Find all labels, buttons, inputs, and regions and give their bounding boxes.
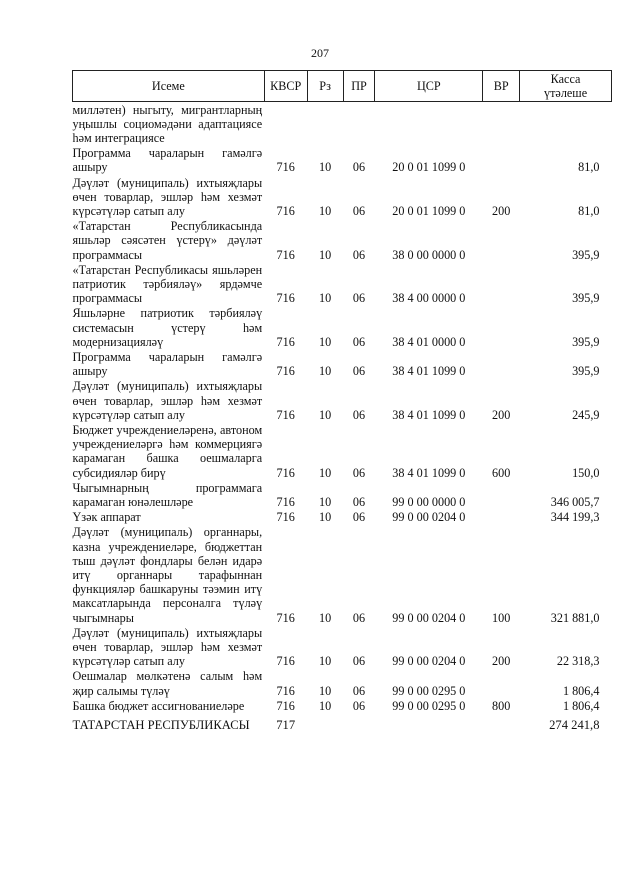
cell-rz: 10: [319, 510, 332, 525]
table-row: [73, 219, 612, 263]
cell-kassa: 1 806,4: [562, 683, 600, 698]
cell-vr: [483, 349, 520, 378]
cell-name: Оешмалар мөлкәтенә салым һәм җир салымы түләү: [72, 669, 263, 698]
cell-kassa: 395,9: [572, 291, 600, 306]
cell-name: Дәүләт (муниципаль) органнары, казна учреждениеләре, бюджеттан тыш дәүләт фондлары белән идарә итү органнары тарафыннан функцияләр башкаруны тәэмин итү максатларында персоналга түләү чыгымнары: [72, 525, 263, 625]
cell-rz: 10: [319, 203, 332, 218]
table-row: [73, 669, 612, 698]
table-row: [73, 422, 612, 480]
cell-rz: 10: [319, 407, 332, 422]
cell-kassa: 344 199,3: [550, 510, 600, 525]
cell-pr: 06: [352, 465, 366, 480]
cell-rz: 10: [319, 683, 332, 698]
cell-vr: [483, 262, 520, 306]
cell-name: Үзәк аппарат: [72, 510, 141, 525]
cell-rz: 10: [319, 334, 332, 349]
cell-kassa: 81,0: [578, 203, 600, 218]
cell-csr: 38 4 00 0000 0: [392, 291, 466, 306]
cell-pr: 06: [352, 247, 366, 262]
cell-csr: 99 0 00 0295 0: [392, 683, 466, 698]
cell-vr: [483, 306, 520, 350]
cell-vr: [483, 102, 520, 146]
cell-kassa: 395,9: [572, 334, 600, 349]
cell-vr: 600: [492, 465, 511, 480]
cell-vr: 200: [492, 203, 511, 218]
table-header: [73, 71, 612, 102]
cell-vr: [483, 669, 520, 698]
cell-pr: 06: [352, 160, 366, 175]
total-empty-cell: [343, 714, 375, 732]
cell-pr: 06: [352, 610, 366, 625]
cell-vr: 800: [492, 698, 511, 713]
cell-kbsr: 716: [276, 610, 295, 625]
table-row: [73, 525, 612, 625]
cell-kassa: 245,9: [572, 407, 600, 422]
cell-rz: 10: [319, 247, 332, 262]
total-row: [73, 714, 612, 732]
cell-name: Программа чараларын гамәлгә ашыру: [72, 349, 263, 379]
cell-kbsr: 716: [276, 407, 295, 422]
cell-name: Чыгымнарның программага карамаган юнәлешләре: [72, 480, 263, 509]
cell-csr: [375, 102, 483, 146]
cell-name: Бюджет учреждениеләренә, автоном учреждениеләргә һәм коммерциягә карамаган башка оешмаларга субсидияләр бирү: [72, 422, 263, 480]
cell-rz: 10: [319, 160, 332, 175]
table-row: [73, 480, 612, 509]
cell-kbsr: 716: [276, 494, 295, 509]
cell-csr: 38 4 01 1099 0: [392, 364, 466, 379]
cell-kbsr: 716: [276, 247, 295, 262]
cell-kbsr: 716: [276, 683, 295, 698]
total-kassa: 274 241,8: [549, 717, 600, 732]
header-csr: ЦСР: [375, 71, 483, 102]
cell-kbsr: 716: [276, 203, 295, 218]
cell-vr: [483, 480, 520, 509]
cell-kassa: 321 881,0: [550, 610, 600, 625]
cell-rz: [307, 102, 343, 146]
total-empty-cell: [307, 714, 343, 732]
cell-pr: [343, 102, 375, 146]
cell-kbsr: 716: [276, 334, 295, 349]
cell-kbsr: 716: [276, 698, 295, 713]
cell-csr: 20 0 01 1099 0: [392, 203, 466, 218]
table-row: [73, 262, 612, 306]
cell-pr: 06: [352, 510, 366, 525]
cell-name: «Татарстан Республикасында яшьләр сәясәтен үстерү» дәүләт программасы: [72, 219, 263, 262]
cell-kbsr: 716: [276, 465, 295, 480]
cell-vr: 200: [492, 407, 511, 422]
header-kassa-line2: үтәлеше: [543, 86, 588, 100]
table-row: [73, 175, 612, 219]
cell-pr: 06: [352, 683, 366, 698]
cell-pr: 06: [352, 407, 366, 422]
cell-pr: 06: [352, 334, 366, 349]
header-kbsr: КВСР: [264, 71, 307, 102]
cell-rz: 10: [319, 364, 332, 379]
cell-kassa: 81,0: [578, 160, 600, 175]
cell-name: «Татарстан Республикасы яшьләрен патриотик тәрбияләү» ярдәмче программасы: [72, 262, 263, 306]
cell-name: Дәүләт (муниципаль) ихтыяҗлары өчен товарлар, эшләр һәм хезмәт күрсәтүләр сатып алу: [72, 379, 263, 422]
cell-kassa: 1 806,4: [562, 698, 600, 713]
cell-pr: 06: [352, 494, 366, 509]
cell-rz: 10: [319, 654, 332, 669]
table-row: [73, 102, 612, 146]
table-body: [73, 102, 612, 732]
header-name: Исеме: [73, 71, 265, 102]
cell-kbsr: [264, 102, 307, 146]
total-kbsr: 717: [276, 717, 296, 732]
cell-vr: [483, 510, 520, 525]
cell-pr: 06: [352, 698, 366, 713]
table-row: [73, 698, 612, 713]
cell-csr: 99 0 00 0204 0: [392, 654, 466, 669]
cell-name: Яшьләрне патриотик тәрбияләү системасын үстерү һәм модернизацияләү: [72, 306, 263, 349]
cell-rz: 10: [319, 610, 332, 625]
cell-name: Дәүләт (муниципаль) ихтыяҗлары өчен товарлар, эшләр һәм хезмәт күрсәтүләр сатып алу: [72, 625, 263, 669]
cell-csr: 20 0 01 1099 0: [392, 160, 466, 175]
cell-pr: 06: [352, 203, 366, 218]
cell-kbsr: 716: [276, 364, 295, 379]
cell-csr: 99 0 00 0204 0: [392, 510, 466, 525]
cell-name: Программа чараларын гамәлгә ашыру: [72, 146, 263, 175]
cell-kassa: 22 318,3: [556, 654, 600, 669]
table-row: [73, 306, 612, 350]
table-row: [73, 510, 612, 525]
cell-rz: 10: [319, 698, 332, 713]
table-row: [73, 146, 612, 175]
cell-csr: 99 0 00 0295 0: [392, 698, 466, 713]
cell-pr: 06: [352, 364, 366, 379]
cell-rz: 10: [319, 291, 332, 306]
cell-csr: 38 4 01 0000 0: [392, 334, 466, 349]
cell-kassa: 346 005,7: [550, 494, 600, 509]
cell-kbsr: 716: [276, 291, 295, 306]
cell-name: Дәүләт (муниципаль) ихтыяҗлары өчен товарлар, эшләр һәм хезмәт күрсәтүләр сатып алу: [72, 175, 263, 218]
header-rz: Рз: [307, 71, 343, 102]
page-number: 207: [311, 46, 329, 60]
cell-kassa: [520, 102, 612, 146]
cell-kassa: 150,0: [572, 465, 600, 480]
cell-csr: 38 4 01 1099 0: [392, 407, 466, 422]
cell-csr: 38 4 01 1099 0: [392, 465, 466, 480]
cell-vr: 100: [492, 610, 511, 625]
cell-kbsr: 716: [276, 654, 295, 669]
header-vr: ВР: [483, 71, 520, 102]
cell-kbsr: 716: [276, 510, 295, 525]
cell-csr: 38 0 00 0000 0: [392, 247, 466, 262]
cell-csr: 99 0 00 0204 0: [392, 610, 466, 625]
cell-csr: 99 0 00 0000 0: [392, 494, 466, 509]
budget-table: [72, 70, 612, 732]
cell-vr: [483, 146, 520, 175]
total-name: ТАТАРСТАН РЕСПУБЛИКАСЫ: [72, 717, 250, 732]
cell-name: милләтен) ныгыту, мигрантларның уңышлы социомәдәни адаптациясе һәм интеграциясе: [72, 102, 263, 145]
total-empty-cell: [483, 714, 520, 732]
cell-kbsr: 716: [276, 160, 295, 175]
cell-rz: 10: [319, 465, 332, 480]
cell-vr: 200: [492, 654, 511, 669]
total-empty-cell: [375, 714, 483, 732]
header-pr: ПР: [343, 71, 375, 102]
cell-name: Башка бюджет ассигнованиеләре: [72, 698, 245, 713]
table-row: [73, 625, 612, 669]
header-kassa: [520, 71, 612, 102]
cell-vr: [483, 219, 520, 263]
cell-pr: 06: [352, 291, 366, 306]
table-row: [73, 349, 612, 378]
table-row: [73, 379, 612, 423]
cell-pr: 06: [352, 654, 366, 669]
cell-rz: 10: [319, 494, 332, 509]
header-kassa-line1: Касса: [550, 71, 581, 86]
cell-kassa: 395,9: [572, 364, 600, 379]
cell-kassa: 395,9: [572, 247, 600, 262]
